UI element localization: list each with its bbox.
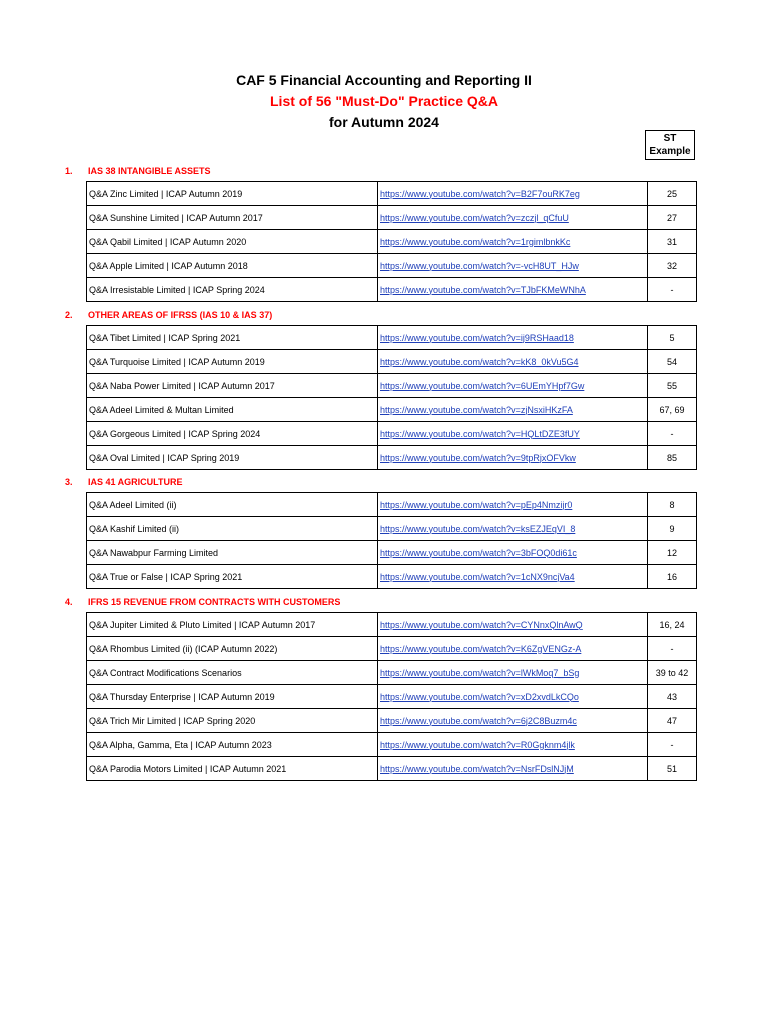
- youtube-link[interactable]: https://www.youtube.com/watch?v=-vcH8UT_HJw: [380, 260, 579, 271]
- video-link-cell: [378, 541, 648, 565]
- youtube-link[interactable]: https://www.youtube.com/watch?v=1cNX9ncjVa4: [380, 571, 575, 582]
- youtube-link[interactable]: https://www.youtube.com/watch?v=ksEZJEqVI_8: [380, 523, 576, 534]
- youtube-link[interactable]: https://www.youtube.com/watch?v=TJbFKMeWNhA: [380, 284, 586, 295]
- table-row: [87, 422, 697, 446]
- qa-title-cell: Q&A Adeel Limited (ii): [87, 493, 378, 517]
- table-row: [87, 613, 697, 637]
- table-row: [87, 565, 697, 589]
- video-link-cell: [378, 326, 648, 350]
- youtube-link[interactable]: https://www.youtube.com/watch?v=3bFOQ0di61c: [380, 547, 577, 558]
- st-label: ST: [663, 133, 677, 144]
- qa-title-cell: Q&A Rhombus Limited (ii) (ICAP Autumn 2022): [87, 637, 378, 661]
- video-link-cell: [378, 182, 648, 206]
- document-title: CAF 5 Financial Accounting and Reporting II: [236, 72, 532, 88]
- qa-title-cell: Q&A Naba Power Limited | ICAP Autumn 2017: [87, 374, 378, 398]
- st-example-cell: 16, 24: [648, 613, 697, 637]
- table-row: [87, 350, 697, 374]
- table-row: [87, 757, 697, 781]
- youtube-link[interactable]: https://www.youtube.com/watch?v=ij9RSHaad18: [380, 332, 574, 343]
- st-example-cell: 55: [648, 374, 697, 398]
- qa-table: [86, 612, 697, 781]
- section-title: IAS 41 AGRICULTURE: [88, 477, 183, 487]
- qa-title-cell: Q&A Jupiter Limited & Pluto Limited | ICAP Autumn 2017: [87, 613, 378, 637]
- youtube-link[interactable]: https://www.youtube.com/watch?v=HQLtDZE3fUY: [380, 428, 580, 439]
- st-example-cell: 43: [648, 685, 697, 709]
- st-example-cell: 25: [648, 182, 697, 206]
- qa-title-cell: Q&A Turquoise Limited | ICAP Autumn 2019: [87, 350, 378, 374]
- table-row: [87, 661, 697, 685]
- video-link-cell: [378, 757, 648, 781]
- qa-title-cell: Q&A Sunshine Limited | ICAP Autumn 2017: [87, 206, 378, 230]
- qa-title-cell: Q&A Alpha, Gamma, Eta | ICAP Autumn 2023: [87, 733, 378, 757]
- st-example-cell: 16: [648, 565, 697, 589]
- video-link-cell: [378, 565, 648, 589]
- table-row: [87, 206, 697, 230]
- video-link-cell: [378, 661, 648, 685]
- youtube-link[interactable]: https://www.youtube.com/watch?v=kK8_0kVu5G4: [380, 356, 579, 367]
- table-row: [87, 446, 697, 470]
- youtube-link[interactable]: https://www.youtube.com/watch?v=zczjl_qCfuU: [380, 212, 569, 223]
- st-example-cell: 85: [648, 446, 697, 470]
- qa-table: [86, 181, 697, 302]
- st-example-cell: 27: [648, 206, 697, 230]
- youtube-link[interactable]: https://www.youtube.com/watch?v=B2F7ouRK7eg: [380, 188, 580, 199]
- youtube-link[interactable]: https://www.youtube.com/watch?v=6UEmYHpf7Gw: [380, 380, 585, 391]
- table-row: [87, 326, 697, 350]
- document-subtitle: List of 56 "Must-Do" Practice Q&A: [270, 93, 498, 109]
- section-number: 2.: [65, 310, 73, 320]
- video-link-cell: [378, 446, 648, 470]
- table-row: [87, 493, 697, 517]
- document-term: for Autumn 2024: [329, 114, 439, 130]
- video-link-cell: [378, 422, 648, 446]
- youtube-link[interactable]: https://www.youtube.com/watch?v=K6ZgVENGz-A: [380, 643, 582, 654]
- qa-title-cell: Q&A Trich Mir Limited | ICAP Spring 2020: [87, 709, 378, 733]
- qa-title-cell: Q&A Zinc Limited | ICAP Autumn 2019: [87, 182, 378, 206]
- video-link-cell: [378, 733, 648, 757]
- table-row: [87, 517, 697, 541]
- video-link-cell: [378, 685, 648, 709]
- st-example-cell: -: [648, 278, 697, 302]
- section-title: IFRS 15 REVENUE FROM CONTRACTS WITH CUSTOMERS: [88, 597, 341, 607]
- video-link-cell: [378, 350, 648, 374]
- st-example-cell: 5: [648, 326, 697, 350]
- youtube-link[interactable]: https://www.youtube.com/watch?v=R0Ggknm4jlk: [380, 739, 575, 750]
- video-link-cell: [378, 374, 648, 398]
- youtube-link[interactable]: https://www.youtube.com/watch?v=1rgimlbnkKc: [380, 236, 571, 247]
- section-number: 4.: [65, 597, 73, 607]
- video-link-cell: [378, 254, 648, 278]
- youtube-link[interactable]: https://www.youtube.com/watch?v=xD2xvdLkCQo: [380, 691, 579, 702]
- qa-title-cell: Q&A Thursday Enterprise | ICAP Autumn 2019: [87, 685, 378, 709]
- video-link-cell: [378, 517, 648, 541]
- st-example-cell: 67, 69: [648, 398, 697, 422]
- document-header: [0, 70, 768, 133]
- table-row: [87, 541, 697, 565]
- section-title: IAS 38 INTANGIBLE ASSETS: [88, 166, 211, 176]
- youtube-link[interactable]: https://www.youtube.com/watch?v=NsrFDslNJjM: [380, 763, 574, 774]
- qa-title-cell: Q&A Adeel Limited & Multan Limited: [87, 398, 378, 422]
- youtube-link[interactable]: https://www.youtube.com/watch?v=zjNsxiHKzFA: [380, 404, 573, 415]
- st-example-cell: 47: [648, 709, 697, 733]
- youtube-link[interactable]: https://www.youtube.com/watch?v=9tpRjxOFVkw: [380, 452, 576, 463]
- video-link-cell: [378, 637, 648, 661]
- table-row: [87, 709, 697, 733]
- st-example-cell: 9: [648, 517, 697, 541]
- table-row: [87, 374, 697, 398]
- table-row: [87, 398, 697, 422]
- qa-title-cell: Q&A Apple Limited | ICAP Autumn 2018: [87, 254, 378, 278]
- youtube-link[interactable]: https://www.youtube.com/watch?v=6j2C8Buzm4c: [380, 715, 577, 726]
- qa-table: [86, 325, 697, 470]
- table-row: [87, 685, 697, 709]
- video-link-cell: [378, 278, 648, 302]
- youtube-link[interactable]: https://www.youtube.com/watch?v=CYNnxQlnAwQ: [380, 619, 583, 630]
- youtube-link[interactable]: https://www.youtube.com/watch?v=lWkMoq7_bSg: [380, 667, 580, 678]
- example-label: Example: [649, 146, 691, 157]
- video-link-cell: [378, 613, 648, 637]
- table-row: [87, 254, 697, 278]
- video-link-cell: [378, 398, 648, 422]
- section-number: 3.: [65, 477, 73, 487]
- qa-title-cell: Q&A Tibet Limited | ICAP Spring 2021: [87, 326, 378, 350]
- video-link-cell: [378, 230, 648, 254]
- table-row: [87, 278, 697, 302]
- qa-title-cell: Q&A Contract Modifications Scenarios: [87, 661, 378, 685]
- st-example-cell: 32: [648, 254, 697, 278]
- video-link-cell: [378, 493, 648, 517]
- st-example-cell: 54: [648, 350, 697, 374]
- qa-title-cell: Q&A Gorgeous Limited | ICAP Spring 2024: [87, 422, 378, 446]
- st-example-cell: 8: [648, 493, 697, 517]
- st-example-cell: 51: [648, 757, 697, 781]
- qa-title-cell: Q&A Irresistable Limited | ICAP Spring 2024: [87, 278, 378, 302]
- table-row: [87, 733, 697, 757]
- st-example-cell: 39 to 42: [648, 661, 697, 685]
- qa-title-cell: Q&A Oval Limited | ICAP Spring 2019: [87, 446, 378, 470]
- section-number: 1.: [65, 166, 73, 176]
- section-title: OTHER AREAS OF IFRSS (IAS 10 & IAS 37): [88, 310, 273, 320]
- table-row: [87, 637, 697, 661]
- qa-table: [86, 492, 697, 589]
- table-row: [87, 230, 697, 254]
- qa-title-cell: Q&A Qabil Limited | ICAP Autumn 2020: [87, 230, 378, 254]
- qa-title-cell: Q&A True or False | ICAP Spring 2021: [87, 565, 378, 589]
- qa-title-cell: Q&A Parodia Motors Limited | ICAP Autumn 2021: [87, 757, 378, 781]
- st-example-header: [645, 130, 695, 160]
- youtube-link[interactable]: https://www.youtube.com/watch?v=pEp4Nmzijr0: [380, 499, 573, 510]
- st-example-cell: -: [648, 637, 697, 661]
- video-link-cell: [378, 709, 648, 733]
- video-link-cell: [378, 206, 648, 230]
- st-example-cell: 12: [648, 541, 697, 565]
- st-example-cell: 31: [648, 230, 697, 254]
- table-row: [87, 182, 697, 206]
- st-example-cell: -: [648, 733, 697, 757]
- st-example-cell: -: [648, 422, 697, 446]
- qa-title-cell: Q&A Kashif Limited (ii): [87, 517, 378, 541]
- qa-title-cell: Q&A Nawabpur Farming Limited: [87, 541, 378, 565]
